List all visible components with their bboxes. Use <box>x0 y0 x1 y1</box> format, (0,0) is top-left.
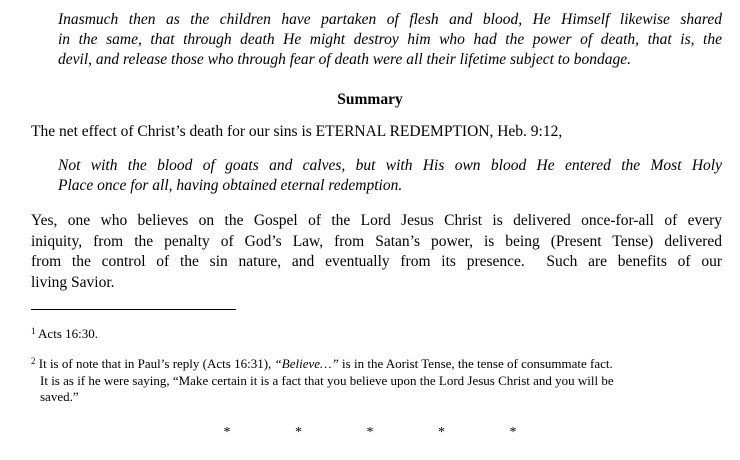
quote-line: in the same, that through death He might destroy him who had the power of death, that is, the <box>58 31 722 48</box>
footnote-2 <box>31 356 721 406</box>
footnote-text: Acts 16:30. <box>38 326 98 341</box>
paragraph-line: Yes, one who believes on the Gospel of the Lord Jesus Christ is delivered once-for-all of every <box>31 212 722 229</box>
footnote-marker: 2 <box>31 356 36 366</box>
footnote-line <box>31 356 721 373</box>
section-separator-asterisks: * * * * * <box>223 425 517 440</box>
scripture-quote-hebrews <box>58 10 722 70</box>
footnote-text: It is of note that in Paul’s reply (Acts 16:31), <box>38 356 275 371</box>
footnote-text: is in the Aorist Tense, the tense of consummate fact. <box>338 356 613 371</box>
footnote-line: saved.” <box>40 389 79 404</box>
footnote-marker: 1 <box>31 326 36 336</box>
footnote-italic-quote: “Believe…” <box>274 356 339 371</box>
scripture-quote-eternal-redemption <box>58 156 722 196</box>
footnote-separator-rule <box>31 309 236 310</box>
quote-line: Inasmuch then as the children have partaken of flesh and blood, He Himself likewise shared <box>58 11 722 28</box>
paragraph-line: from the control of the sin nature, and eventually from its presence. Such are benefits of our <box>31 253 722 270</box>
footnote-line: It is as if he were saying, “Make certain it is a fact that you believe upon the Lord Jesus Christ and you will be <box>40 372 614 388</box>
paragraph-line: iniquity, from the penalty of God’s Law, from Satan’s power, is being (Present Tense) delivered <box>31 232 722 250</box>
section-heading: Summary <box>337 91 403 108</box>
footnote-1 <box>31 326 721 343</box>
conclusion-paragraph <box>31 211 722 293</box>
quote-line: devil, and release those who through fear of death were all their lifetime subject to bondage. <box>58 51 631 68</box>
summary-paragraph: The net effect of Christ’s death for our sins is ETERNAL REDEMPTION, Heb. 9:12, <box>31 123 563 140</box>
quote-line: Not with the blood of goats and calves, but with His own blood He entered the Most Holy <box>58 157 722 174</box>
quote-line: Place once for all, having obtained eternal redemption. <box>58 177 403 194</box>
paragraph-line: living Savior. <box>31 273 115 291</box>
